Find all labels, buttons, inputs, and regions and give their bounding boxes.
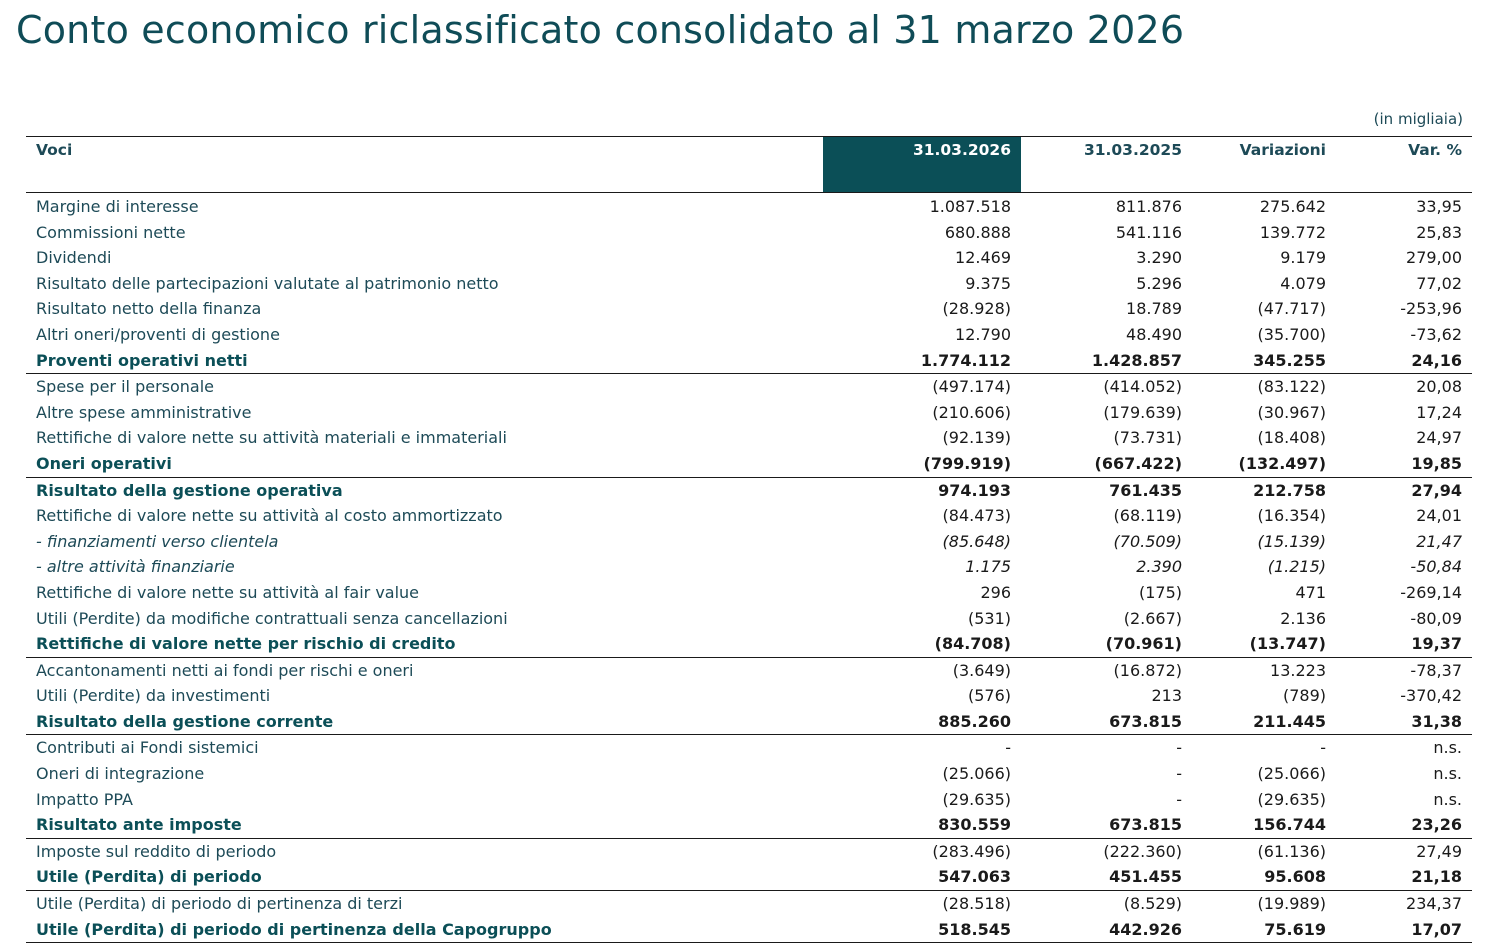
cell-31-03-2025: 442.926 xyxy=(1109,919,1182,939)
cell-31-03-2026: 547.063 xyxy=(938,867,1011,887)
cell-31-03-2025: 673.815 xyxy=(1109,815,1182,835)
cell-var-pct: 17,07 xyxy=(1411,919,1462,939)
cell-variazioni: (13.747) xyxy=(1249,634,1326,654)
row-label: Utili (Perdite) da investimenti xyxy=(36,686,271,706)
cell-31-03-2025: (179.639) xyxy=(1103,402,1182,422)
row-label: Altri oneri/proventi di gestione xyxy=(36,324,280,344)
cell-31-03-2026: 680.888 xyxy=(944,222,1011,242)
cell-variazioni: 13.223 xyxy=(1270,660,1326,680)
cell-31-03-2025: 1.428.857 xyxy=(1091,350,1182,370)
cell-31-03-2025: (222.360) xyxy=(1103,841,1182,861)
cell-31-03-2025: 3.290 xyxy=(1136,248,1182,268)
table-row xyxy=(26,734,1472,761)
row-label: Proventi operativi netti xyxy=(36,350,248,370)
cell-var-pct: n.s. xyxy=(1433,738,1462,758)
cell-var-pct: 17,24 xyxy=(1416,402,1462,422)
row-label: Utile (Perdita) di periodo xyxy=(36,867,262,887)
cell-31-03-2025: 2.390 xyxy=(1136,557,1182,577)
unit-note: (in migliaia) xyxy=(1373,110,1463,128)
cell-31-03-2025: - xyxy=(1176,764,1182,784)
cell-variazioni: 156.744 xyxy=(1253,815,1326,835)
table-row xyxy=(26,761,1472,787)
row-label: Accantonamenti netti ai fondi per rischi e oneri xyxy=(36,660,414,680)
table-row xyxy=(26,322,1472,348)
row-label: Imposte sul reddito di periodo xyxy=(36,841,277,861)
cell-variazioni: (61.136) xyxy=(1257,841,1326,861)
page-title: Conto economico riclassificato consolidato al 31 marzo 2026 xyxy=(16,8,1185,52)
cell-variazioni: 4.079 xyxy=(1280,273,1326,293)
row-label: Risultato della gestione operativa xyxy=(36,480,343,500)
table-row xyxy=(26,580,1472,606)
table-row xyxy=(26,245,1472,271)
cell-var-pct: 24,16 xyxy=(1411,350,1462,370)
cell-31-03-2026: (3.649) xyxy=(952,660,1011,680)
row-label: Risultato della gestione corrente xyxy=(36,711,334,731)
cell-variazioni: (35.700) xyxy=(1257,324,1326,344)
cell-31-03-2026: 296 xyxy=(980,582,1011,602)
cell-31-03-2026: (283.496) xyxy=(932,841,1011,861)
table-row xyxy=(26,529,1472,555)
cell-var-pct: 20,08 xyxy=(1416,377,1462,397)
cell-31-03-2026: (25.066) xyxy=(942,764,1011,784)
cell-31-03-2026: 12.790 xyxy=(955,324,1011,344)
table-row xyxy=(26,554,1472,580)
table-row xyxy=(26,220,1472,246)
table-row xyxy=(26,709,1472,735)
cell-variazioni: 471 xyxy=(1295,582,1326,602)
row-label: - altre attività finanziarie xyxy=(36,557,235,577)
cell-31-03-2026: - xyxy=(1005,738,1011,758)
cell-31-03-2026: (28.928) xyxy=(942,299,1011,319)
row-label: Rettifiche di valore nette su attività al costo ammortizzato xyxy=(36,506,503,526)
row-label: Rettifiche di valore nette su attività al fair value xyxy=(36,582,420,602)
cell-variazioni: 75.619 xyxy=(1264,919,1326,939)
table-row xyxy=(26,477,1472,504)
cell-variazioni: (16.354) xyxy=(1257,506,1326,526)
table-row xyxy=(26,890,1472,917)
cell-31-03-2025: 48.490 xyxy=(1126,324,1182,344)
cell-var-pct: -73,62 xyxy=(1410,324,1462,344)
table-body xyxy=(26,194,1472,942)
row-label: Contributi ai Fondi sistemici xyxy=(36,738,259,758)
table-bottom-rule xyxy=(26,942,1472,943)
row-label: Risultato netto della finanza xyxy=(36,299,262,319)
cell-31-03-2026: 9.375 xyxy=(965,273,1011,293)
row-label: - finanziamenti verso clientela xyxy=(36,531,279,551)
cell-31-03-2025: (414.052) xyxy=(1103,377,1182,397)
cell-var-pct: 234,37 xyxy=(1406,894,1462,914)
row-label: Altre spese amministrative xyxy=(36,402,252,422)
cell-31-03-2026: (497.174) xyxy=(932,377,1011,397)
cell-var-pct: 77,02 xyxy=(1416,273,1462,293)
table-row xyxy=(26,838,1472,865)
cell-31-03-2025: 5.296 xyxy=(1136,273,1182,293)
cell-variazioni: 211.445 xyxy=(1253,711,1326,731)
cell-31-03-2025: (16.872) xyxy=(1113,660,1182,680)
cell-variazioni: 345.255 xyxy=(1253,350,1326,370)
cell-31-03-2026: 830.559 xyxy=(938,815,1011,835)
cell-31-03-2026: (210.606) xyxy=(932,402,1011,422)
header-voci: Voci xyxy=(36,141,73,159)
cell-variazioni: 95.608 xyxy=(1264,867,1326,887)
row-label: Risultato ante imposte xyxy=(36,815,242,835)
cell-variazioni: (29.635) xyxy=(1257,789,1326,809)
cell-31-03-2026: (28.518) xyxy=(942,894,1011,914)
row-label: Rettifiche di valore nette per rischio di credito xyxy=(36,634,456,654)
cell-31-03-2026: (576) xyxy=(967,686,1011,706)
cell-31-03-2026: 518.545 xyxy=(938,919,1011,939)
cell-var-pct: -269,14 xyxy=(1400,582,1462,602)
cell-var-pct: -80,09 xyxy=(1410,608,1462,628)
cell-31-03-2025: 18.789 xyxy=(1126,299,1182,319)
header-var-pct: Var. % xyxy=(1408,141,1462,159)
cell-variazioni: (19.989) xyxy=(1257,894,1326,914)
cell-31-03-2025: 213 xyxy=(1151,686,1182,706)
table-row xyxy=(26,606,1472,632)
row-label: Impatto PPA xyxy=(36,789,133,809)
header-current-period: 31.03.2026 xyxy=(912,141,1011,159)
cell-31-03-2026: (84.473) xyxy=(942,506,1011,526)
row-label: Spese per il personale xyxy=(36,377,214,397)
cell-31-03-2026: 1.087.518 xyxy=(929,197,1011,216)
table-row xyxy=(26,400,1472,426)
cell-31-03-2025: (667.422) xyxy=(1094,453,1182,473)
cell-var-pct: 31,38 xyxy=(1411,711,1462,731)
cell-variazioni: (47.717) xyxy=(1257,299,1326,319)
cell-variazioni: - xyxy=(1320,738,1326,758)
table-row xyxy=(26,271,1472,297)
table-row xyxy=(26,348,1472,374)
cell-31-03-2026: (799.919) xyxy=(923,453,1011,473)
cell-var-pct: 27,94 xyxy=(1411,480,1462,500)
table-row xyxy=(26,503,1472,529)
cell-31-03-2025: 673.815 xyxy=(1109,711,1182,731)
cell-variazioni: (15.139) xyxy=(1257,531,1326,551)
cell-31-03-2025: - xyxy=(1176,789,1182,809)
cell-var-pct: 25,83 xyxy=(1416,222,1462,242)
cell-var-pct: 279,00 xyxy=(1406,248,1462,268)
row-label: Dividendi xyxy=(36,248,112,268)
cell-31-03-2025: - xyxy=(1176,738,1182,758)
cell-variazioni: 2.136 xyxy=(1280,608,1326,628)
cell-31-03-2025: 451.455 xyxy=(1109,867,1182,887)
table-row xyxy=(26,296,1472,322)
cell-var-pct: 19,85 xyxy=(1411,453,1462,473)
table-row xyxy=(26,917,1472,943)
table-row xyxy=(26,451,1472,477)
row-label: Margine di interesse xyxy=(36,197,199,216)
row-label: Commissioni nette xyxy=(36,222,186,242)
table-row xyxy=(26,373,1472,400)
cell-31-03-2026: 885.260 xyxy=(938,711,1011,731)
cell-31-03-2025: (68.119) xyxy=(1113,506,1182,526)
cell-var-pct: 24,01 xyxy=(1416,506,1462,526)
cell-31-03-2025: (175) xyxy=(1138,582,1182,602)
row-label: Utili (Perdite) da modifiche contrattuali senza cancellazioni xyxy=(36,608,508,628)
cell-var-pct: n.s. xyxy=(1433,789,1462,809)
table-row xyxy=(26,425,1472,451)
cell-variazioni: 9.179 xyxy=(1280,248,1326,268)
row-label: Utile (Perdita) di periodo di pertinenza di terzi xyxy=(36,894,403,914)
cell-31-03-2026: 1.175 xyxy=(965,557,1011,577)
cell-31-03-2025: (70.961) xyxy=(1105,634,1182,654)
cell-variazioni: 212.758 xyxy=(1253,480,1326,500)
cell-variazioni: 139.772 xyxy=(1259,222,1326,242)
table-row xyxy=(26,787,1472,813)
cell-variazioni: (789) xyxy=(1282,686,1326,706)
cell-var-pct: n.s. xyxy=(1433,764,1462,784)
cell-variazioni: 275.642 xyxy=(1259,197,1326,216)
cell-variazioni: (132.497) xyxy=(1238,453,1326,473)
cell-var-pct: -370,42 xyxy=(1400,686,1462,706)
table-row xyxy=(26,194,1472,220)
cell-31-03-2025: (2.667) xyxy=(1123,608,1182,628)
table-row xyxy=(26,683,1472,709)
cell-31-03-2025: 541.116 xyxy=(1115,222,1182,242)
cell-31-03-2026: (531) xyxy=(967,608,1011,628)
cell-var-pct: 24,97 xyxy=(1416,428,1462,448)
header-variazioni: Variazioni xyxy=(1239,141,1326,159)
cell-variazioni: (25.066) xyxy=(1257,764,1326,784)
row-label: Rettifiche di valore nette su attività materiali e immateriali xyxy=(36,428,507,448)
table-row xyxy=(26,657,1472,684)
cell-var-pct: 27,49 xyxy=(1416,841,1462,861)
table-row xyxy=(26,812,1472,838)
cell-var-pct: -50,84 xyxy=(1410,557,1462,577)
cell-variazioni: (1.215) xyxy=(1267,557,1326,577)
cell-31-03-2025: 811.876 xyxy=(1115,197,1182,216)
row-label: Risultato delle partecipazioni valutate al patrimonio netto xyxy=(36,273,499,293)
row-label: Utile (Perdita) di periodo di pertinenza della Capogruppo xyxy=(36,919,552,939)
row-label: Oneri operativi xyxy=(36,453,172,473)
cell-variazioni: (83.122) xyxy=(1257,377,1326,397)
header-previous-period: 31.03.2025 xyxy=(1083,141,1182,159)
cell-variazioni: (30.967) xyxy=(1257,402,1326,422)
table-row xyxy=(26,864,1472,890)
cell-31-03-2026: 12.469 xyxy=(955,248,1011,268)
cell-31-03-2026: 974.193 xyxy=(938,480,1011,500)
cell-31-03-2025: (70.509) xyxy=(1113,531,1182,551)
table-header xyxy=(26,136,1472,193)
cell-var-pct: 19,37 xyxy=(1411,634,1462,654)
cell-var-pct: -253,96 xyxy=(1400,299,1462,319)
cell-var-pct: 33,95 xyxy=(1416,197,1462,216)
cell-31-03-2026: 1.774.112 xyxy=(920,350,1011,370)
cell-31-03-2026: (84.708) xyxy=(934,634,1011,654)
cell-var-pct: 21,18 xyxy=(1411,867,1462,887)
cell-31-03-2026: (85.648) xyxy=(942,531,1011,551)
cell-var-pct: 21,47 xyxy=(1416,531,1462,551)
cell-31-03-2025: 761.435 xyxy=(1109,480,1182,500)
cell-var-pct: -78,37 xyxy=(1410,660,1462,680)
cell-31-03-2026: (92.139) xyxy=(942,428,1011,448)
row-label: Oneri di integrazione xyxy=(36,764,205,784)
cell-var-pct: 23,26 xyxy=(1411,815,1462,835)
cell-variazioni: (18.408) xyxy=(1257,428,1326,448)
cell-31-03-2025: (8.529) xyxy=(1123,894,1182,914)
cell-31-03-2026: (29.635) xyxy=(942,789,1011,809)
cell-31-03-2025: (73.731) xyxy=(1113,428,1182,448)
table-row xyxy=(26,631,1472,657)
